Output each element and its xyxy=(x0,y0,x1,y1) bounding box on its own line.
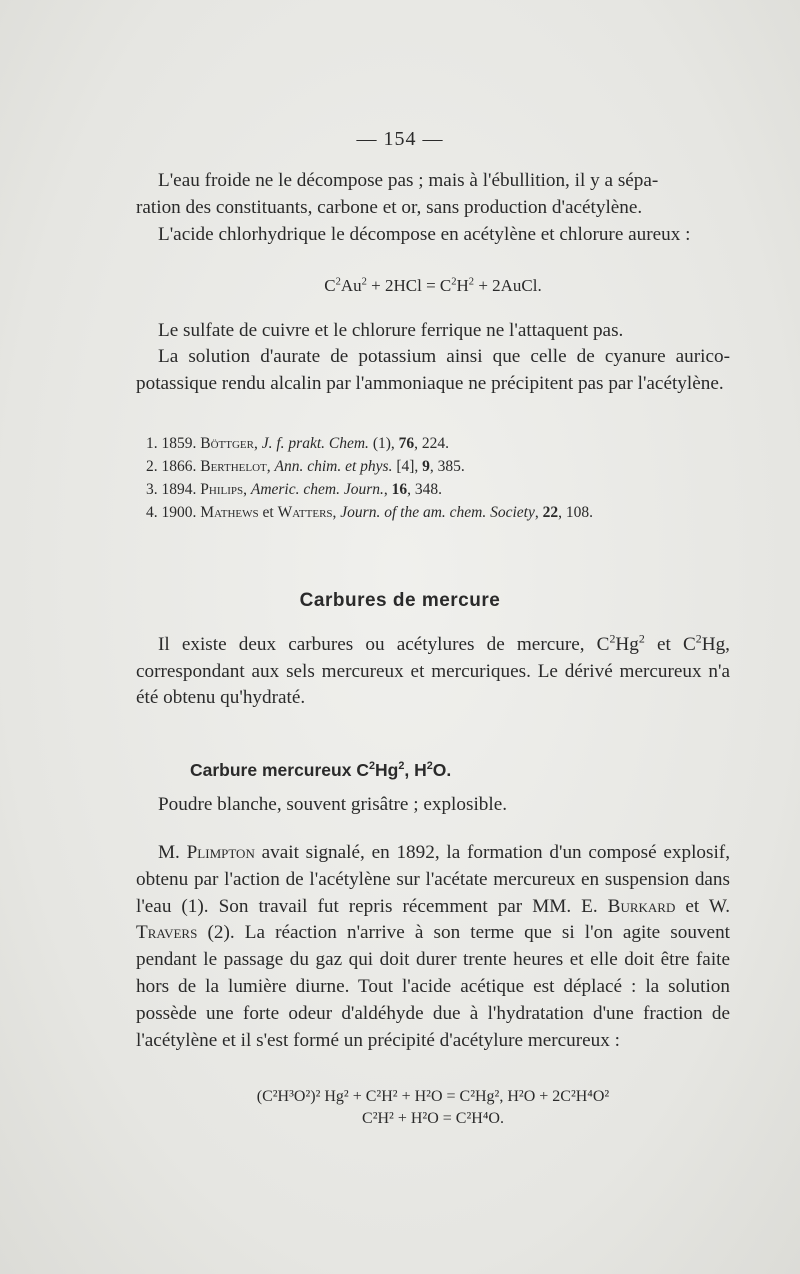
formula-gold-acetylide: $C^2Au^2 + 2HCl = C^2H^2$ + 2AuCl. xyxy=(324,276,542,295)
footnote-3: 3. 1894. Philips, Americ. chem. Journ., 16, 348. xyxy=(146,481,442,498)
footnote-2: 2. 1866. Berthelot, Ann. chim. et phys. [4], 9, 385. xyxy=(146,458,465,475)
formula-line-2: C²H² + H²O = C²H⁴O. xyxy=(362,1110,504,1127)
section-heading: Carbures de mercure xyxy=(299,590,501,611)
footnote-4: 4. 1900. Mathews et Watters, Journ. of the am. chem. Society, 22, 108. xyxy=(146,504,593,521)
footnote-1: 1. 1859. Böttger, J. f. prakt. Chem. (1), 76, 224. xyxy=(146,435,450,452)
subsection-description: Poudre blanche, souvent grisâtre ; explosible. xyxy=(158,794,508,815)
paragraph-1-line-1: L'eau froide ne le décompose pas ; mais à l'ébullition, il y a sépa- xyxy=(158,170,659,191)
formula-line-1: (C²H³O²)² Hg² + C²H² + H²O = C²Hg², H²O + 2C²H⁴O² xyxy=(256,1088,610,1105)
section-intro: Il existe deux carbures ou acétylures de mercure, $C^2Hg^2$ et $C^2Hg$, correspondant aux sels mercureux et mercuriques. Le dérivé mercureux n'a été obtenu qu'hydraté. xyxy=(136,631,730,708)
paragraph-1 xyxy=(136,168,730,221)
paragraph-4: La solution d'aurate de potassium ainsi que celle de cyanure aurico-potassique rendu alcalin par l'ammoniaque ne précipitent pas par l'acétylène. xyxy=(136,346,730,394)
formula-mercury-acetylide xyxy=(136,1086,730,1130)
paragraph-2: L'acide chlorhydrique le décompose en acétylène et chlorure aureux : xyxy=(158,224,691,245)
paragraph-5: M. Plimpton avait signalé, en 1892, la formation d'un composé explosif, obtenu par l'action de l'acétylène sur l'acétate mercureux en suspension dans l'eau (1). Son travail fut repris récemment par MM. E. Burkard et W. Travers (2). La réaction n'arrive à son terme que si l'on agite souvent pendant le passage du gaz qui doit durer trente heures et elle doit être faite hors de la lumière diurne. Tout l'acide acétique est déplacé : la solution possède une forte odeur d'aldéhyde due à l'hydratation d'une fraction de l'acétylène et il s'est formé un précipité d'acétylure mercureux : xyxy=(136,842,730,1051)
paragraph-3: Le sulfate de cuivre et le chlorure ferrique ne l'attaquent pas. xyxy=(158,320,624,341)
paragraph-1-line-2: ration des constituants, carbone et or, sans production d'acétylène. xyxy=(136,196,643,218)
page-number: — 154 — xyxy=(356,128,444,150)
footnotes xyxy=(136,432,730,524)
subsection-heading: Carbure mercureux $C^2Hg^2$, $H^2O$. xyxy=(190,760,452,780)
